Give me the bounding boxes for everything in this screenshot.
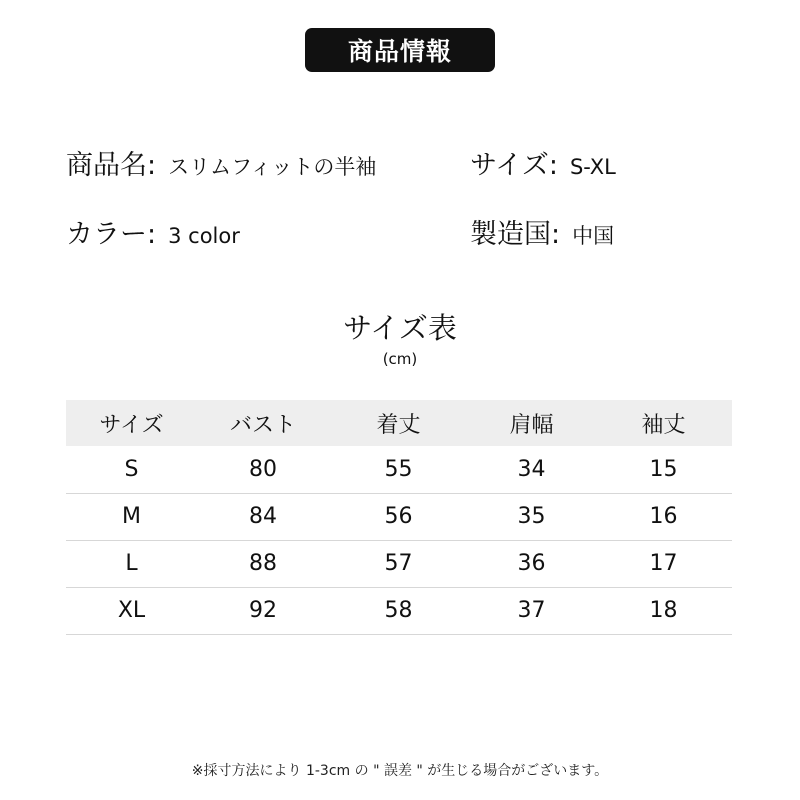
section-title: 商品情報: [347, 37, 452, 66]
table-row: [66, 587, 732, 634]
size-table: [66, 400, 732, 635]
table-cell: 58: [384, 598, 413, 623]
table-cell: 80: [249, 456, 277, 482]
table-cell: 57: [384, 551, 413, 576]
table-cell: 16: [649, 504, 678, 529]
column-header-length: 着丈: [376, 412, 421, 438]
table-cell: S: [124, 456, 139, 482]
info-color: [66, 212, 240, 251]
color-label: カラー:: [66, 219, 157, 250]
section-title-badge: [305, 28, 495, 72]
table-cell: XL: [117, 598, 146, 623]
table-cell: L: [125, 551, 138, 576]
table-row: [66, 493, 732, 540]
column-header-size: サイズ: [99, 412, 164, 438]
table-cell: 37: [517, 598, 546, 623]
size-label: サイズ:: [470, 150, 558, 181]
column-header-sleeve: 袖丈: [641, 412, 686, 438]
table-cell: 34: [517, 456, 546, 482]
origin-label: 製造国:: [470, 219, 561, 250]
table-cell: 35: [517, 504, 546, 529]
color-value: 3 color: [168, 224, 240, 248]
table-cell: 36: [517, 551, 546, 576]
size-chart-unit: (cm): [382, 350, 418, 368]
table-cell: 55: [384, 456, 413, 482]
table-row: [66, 446, 732, 493]
table-cell: 18: [649, 598, 678, 623]
table-cell: 56: [384, 504, 413, 529]
product-name-label: 商品名:: [66, 150, 157, 181]
table-cell: 84: [249, 504, 277, 529]
table-cell: 92: [249, 598, 277, 623]
table-cell: 17: [649, 551, 678, 576]
table-cell: M: [122, 504, 141, 529]
size-value: S-XL: [569, 155, 616, 179]
origin-value: 中国: [572, 224, 615, 248]
measurement-note: ※採寸方法により 1-3cm の " 誤差 " が生じる場合がございます。: [191, 763, 609, 779]
info-product-name: [66, 143, 376, 182]
column-header-bust: バスト: [229, 412, 296, 438]
size-chart-title: サイズ表: [343, 311, 457, 345]
column-header-shoulder: 肩幅: [509, 412, 554, 438]
table-row: [66, 540, 732, 587]
table-cell: 15: [649, 456, 678, 482]
info-size: [470, 143, 616, 182]
table-header-row: [66, 400, 732, 446]
table-cell: 88: [249, 551, 277, 576]
product-name-value: スリムフィットの半袖: [168, 155, 377, 179]
info-origin: [470, 212, 614, 251]
